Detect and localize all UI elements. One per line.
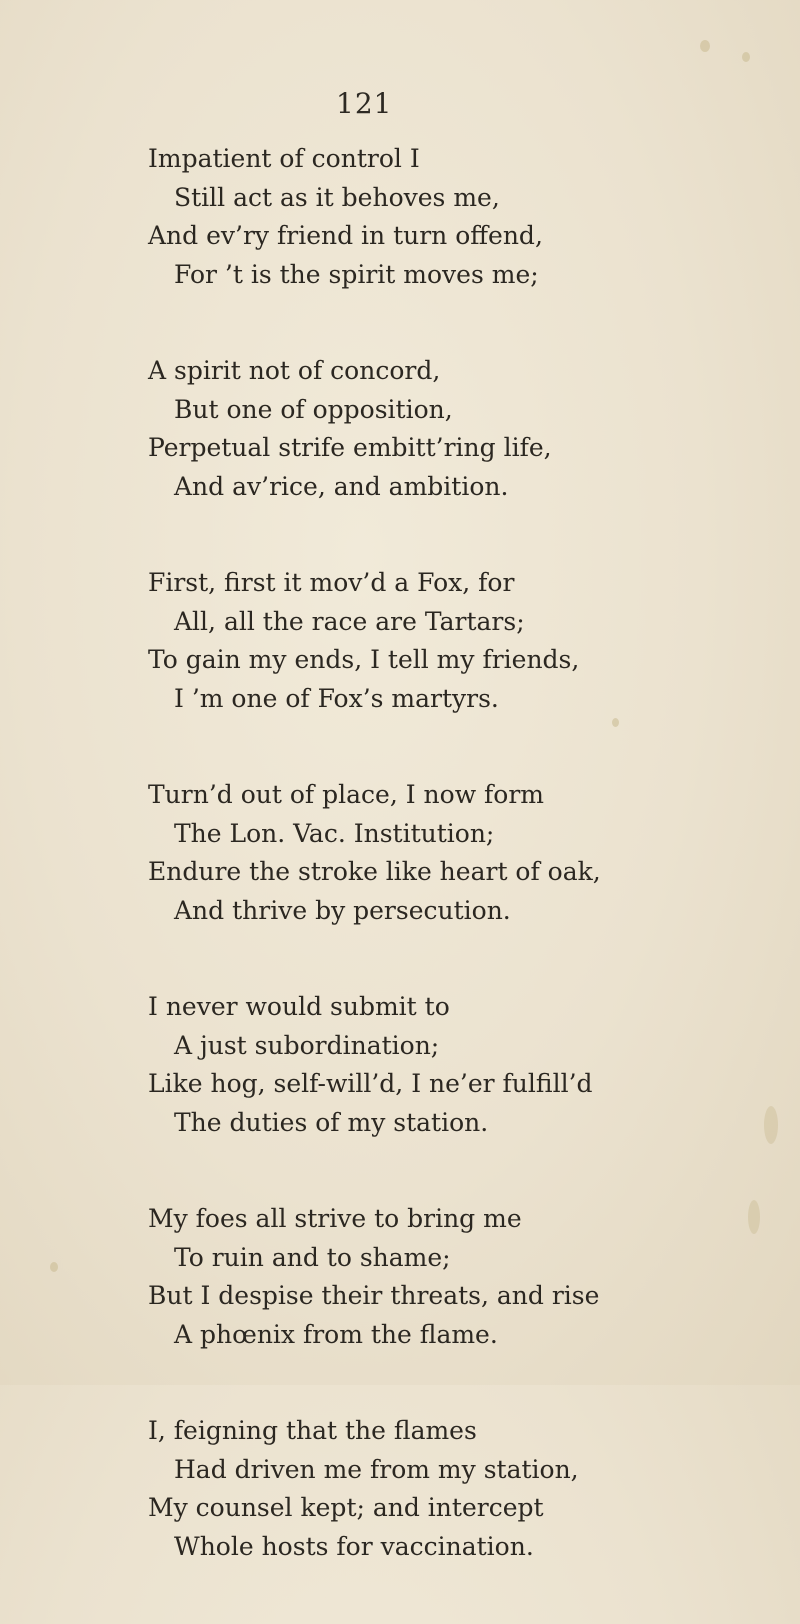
- poem-line: Had driven me from my station,: [174, 1454, 579, 1484]
- poem-line: And av’rice, and ambition.: [174, 471, 509, 501]
- paper-stain: [764, 1106, 778, 1144]
- poem-line: For ’t is the spirit moves me;: [174, 259, 539, 289]
- poem-line: Impatient of control I: [148, 144, 420, 173]
- stanza: [148, 776, 748, 930]
- poem-line: But I despise their threats, and rise: [148, 1281, 600, 1310]
- poem-line: To ruin and to shame;: [174, 1242, 451, 1272]
- poem-line: Turn’d out of place, I now form: [148, 780, 544, 809]
- poem: [148, 140, 748, 1624]
- poem-line: The Lon. Vac. Institution;: [174, 818, 495, 848]
- stanza: [148, 140, 748, 294]
- stanza: [148, 1200, 748, 1354]
- paper-stain: [748, 1200, 760, 1234]
- paper-stain: [50, 1262, 58, 1272]
- poem-line: First, first it mov’d a Fox, for: [148, 568, 515, 597]
- poem-line: But one of opposition,: [174, 394, 453, 424]
- poem-line: A phœnix from the flame.: [174, 1319, 498, 1349]
- poem-line: I, feigning that the flames: [148, 1416, 477, 1445]
- poem-line: I ’m one of Fox’s martyrs.: [174, 683, 499, 713]
- poem-line: I never would submit to: [148, 992, 450, 1021]
- poem-line: A spirit not of concord,: [148, 356, 441, 385]
- paper-stain: [742, 52, 750, 62]
- poem-line: A just subordination;: [174, 1030, 440, 1060]
- poem-line: My foes all strive to bring me: [148, 1204, 522, 1233]
- poem-line: Whole hosts for vaccination.: [174, 1531, 534, 1561]
- poem-line: All, all the race are Tartars;: [174, 606, 525, 636]
- stanza: [148, 564, 748, 718]
- poem-line: Endure the stroke like heart of oak,: [148, 857, 601, 886]
- page-number: 121: [336, 87, 393, 120]
- poem-line: And thrive by persecution.: [174, 895, 511, 925]
- stanza: [148, 1412, 748, 1566]
- stanza: [148, 988, 748, 1142]
- poem-line: To gain my ends, I tell my friends,: [148, 645, 580, 674]
- poem-line: My counsel kept; and intercept: [148, 1493, 544, 1522]
- poem-line: The duties of my station.: [174, 1107, 489, 1137]
- poem-line: Perpetual strife embitt’ring life,: [148, 433, 552, 462]
- paper-stain: [700, 40, 710, 52]
- poem-line: And ev’ry friend in turn offend,: [148, 221, 543, 250]
- poem-line: Like hog, self-will’d, I ne’er fulfill’d: [148, 1069, 593, 1098]
- stanza: [148, 352, 748, 506]
- poem-line: Still act as it behoves me,: [174, 182, 500, 212]
